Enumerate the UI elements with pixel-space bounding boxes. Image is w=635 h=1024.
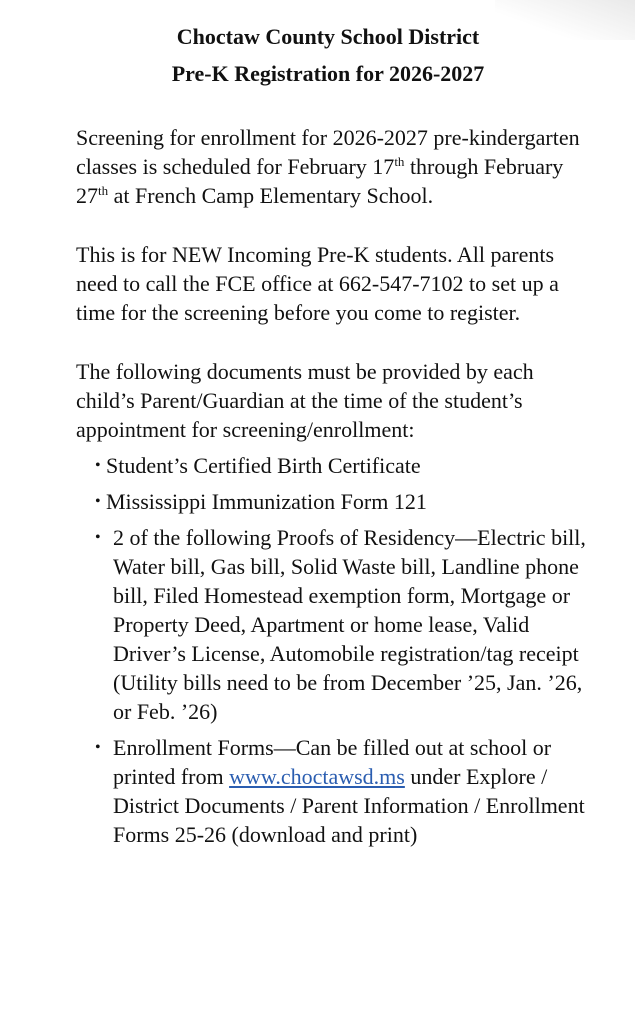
new-students-paragraph: This is for NEW Incoming Pre-K students. All parents need to call the FCE office at 662-547-7102 to set up a time for the screening before you come to register.	[76, 242, 559, 325]
ordinal-suffix-end: th	[98, 183, 109, 198]
list-item-proofs-of-residency	[76, 523, 596, 726]
documents-list	[76, 451, 596, 849]
bullet-icon: •	[95, 457, 101, 474]
list-item-text: 2 of the following Proofs of Residency—Electric bill, Water bill, Gas bill, Solid Waste bill, Landline phone bill, Filed Homestead exemption form, Mortgage or Property Deed, Apartment or home lease, Valid Driver’s License, Automobile registration/tag receipt (Utility bills need to be from December ’25, Jan. ’26, or Feb. ’26)	[113, 525, 586, 724]
screening-text-b: through February 27	[76, 154, 564, 208]
list-item-text: Mississippi Immunization Form 121	[106, 489, 427, 514]
bullet-icon: •	[95, 493, 101, 510]
list-item-text-a: Enrollment Forms—Can be filled out at school or printed from	[113, 735, 552, 789]
registration-title: Pre-K Registration for 2026-2027	[171, 61, 485, 86]
district-website-link[interactable]: www.choctawsd.ms	[229, 764, 405, 789]
documents-intro-paragraph: The following documents must be provided by each child’s Parent/Guardian at the time of the student’s appointment for screening/enrollment:	[76, 359, 534, 442]
flyer-page	[76, 18, 596, 849]
list-item-text: Student’s Certified Birth Certificate	[106, 453, 421, 478]
screening-paragraph	[76, 123, 596, 210]
bullet-icon: •	[95, 739, 101, 756]
list-item-text-b: under Explore / District Documents / Parent Information / Enrollment Forms 25-26 (download and print)	[113, 764, 585, 847]
screening-text-a: Screening for enrollment for 2026-2027 pre-kindergarten classes is scheduled for February 17	[76, 125, 580, 179]
list-item-enrollment-forms	[76, 733, 596, 849]
screening-text-c: at French Camp Elementary School.	[108, 183, 434, 208]
list-item-immunization-form	[76, 487, 596, 516]
district-title: Choctaw County School District	[176, 24, 480, 49]
ordinal-suffix-start: th	[394, 154, 405, 169]
list-item-birth-certificate	[76, 451, 596, 480]
bullet-icon: •	[95, 529, 101, 546]
